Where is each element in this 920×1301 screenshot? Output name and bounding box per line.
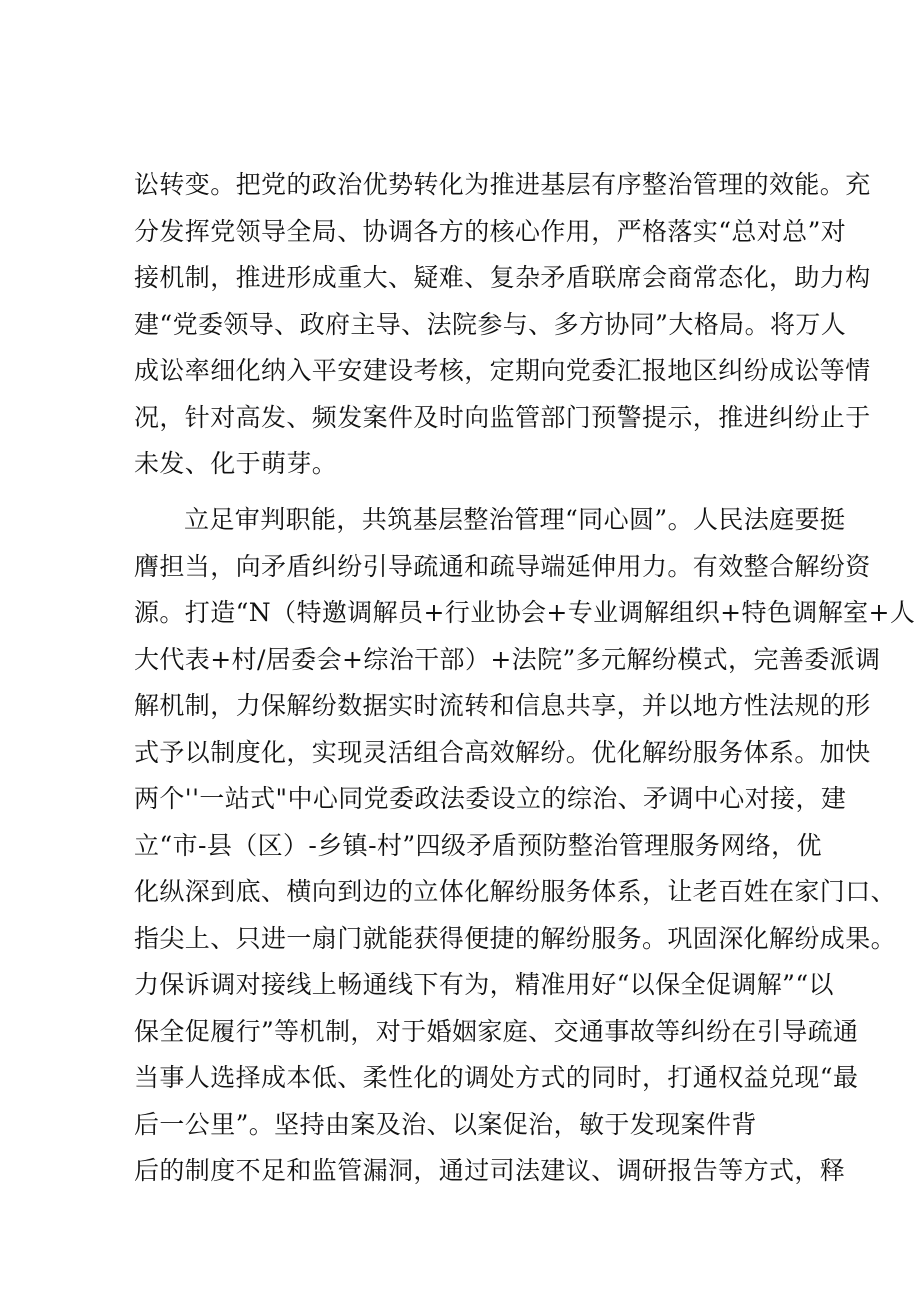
- paragraph-1-line-5: 成讼率细化纳入平安建设考核，定期向党委汇报地区纠纷成讼等情: [134, 356, 871, 385]
- paragraph-2-line-4: 大代表+村/居委会+综治干部）+法院”多元解纷模式，完善委派调: [134, 645, 881, 674]
- paragraph-2-line-15: 后的制度不足和监管漏洞，通过司法建议、调研报告等方式，释: [134, 1156, 846, 1185]
- paragraph-2-line-13: 当事人选择成本低、柔性化的调处方式的同时，打通权益兑现“最: [134, 1063, 859, 1092]
- paragraph-2-line-1: 立足审判职能，共筑基层整治管理“同心圆”。人民法庭要挺: [184, 505, 846, 534]
- paragraph-2-line-7: 两个''一站式"中心同党委政法委设立的综治、矛调中心对接，建: [134, 784, 847, 813]
- paragraph-2-line-5: 解机制，力保解纷数据实时流转和信息共享，并以地方性法规的形: [134, 691, 871, 720]
- paragraph-1-line-6: 况，针对高发、频发案件及时向监管部门预警提示，推进纠纷止于: [134, 403, 871, 432]
- paragraph-2-line-12: 保全促履行”等机制，对于婚姻家庭、交通事故等纠纷在引导疏通: [134, 1017, 859, 1046]
- paragraph-1-line-1: 讼转变。把党的政治优势转化为推进基层有序整治管理的效能。充: [134, 170, 871, 199]
- paragraph-2-line-14: 后一公里”。坚持由案及治、以案促治，敏于发现案件背: [134, 1110, 757, 1139]
- paragraph-2-line-6: 式予以制度化，实现灵活组合高效解纷。优化解纷服务体系。加快: [134, 738, 871, 767]
- paragraph-1-line-2: 分发挥党领导全局、协调各方的核心作用，严格落实“总对总”对: [134, 217, 847, 246]
- paragraph-1-line-7: 未发、化于萌芽。: [134, 449, 338, 478]
- paragraph-2-line-2: 膺担当，向矛盾纠纷引导疏通和疏导端延伸用力。有效整合解纷资: [134, 552, 871, 581]
- paragraph-2-line-11: 力保诉调对接线上畅通线下有为，精准用好“以保全促调解”“以: [134, 970, 834, 999]
- paragraph-1-line-4: 建“党委领导、政府主导、法院参与、多方协同”大格局。将万人: [134, 310, 847, 339]
- paragraph-2-line-8: 立“市-县（区）-乡镇-村”四级矛盾预防整治管理服务网络，优: [134, 831, 822, 860]
- paragraph-2-line-9: 化纵深到底、横向到边的立体化解纷服务体系，让老百姓在家门口、: [134, 877, 897, 906]
- paragraph-2-line-3: 源。打造“N（特邀调解员+行业协会+专业调解组织+特色调解室+人: [134, 598, 916, 627]
- paragraph-1-line-3: 接机制，推进形成重大、疑难、复杂矛盾联席会商常态化，助力构: [134, 263, 871, 292]
- paragraph-2-line-10: 指尖上、只进一扇门就能获得便捷的解纷服务。巩固深化解纷成果。: [134, 924, 897, 953]
